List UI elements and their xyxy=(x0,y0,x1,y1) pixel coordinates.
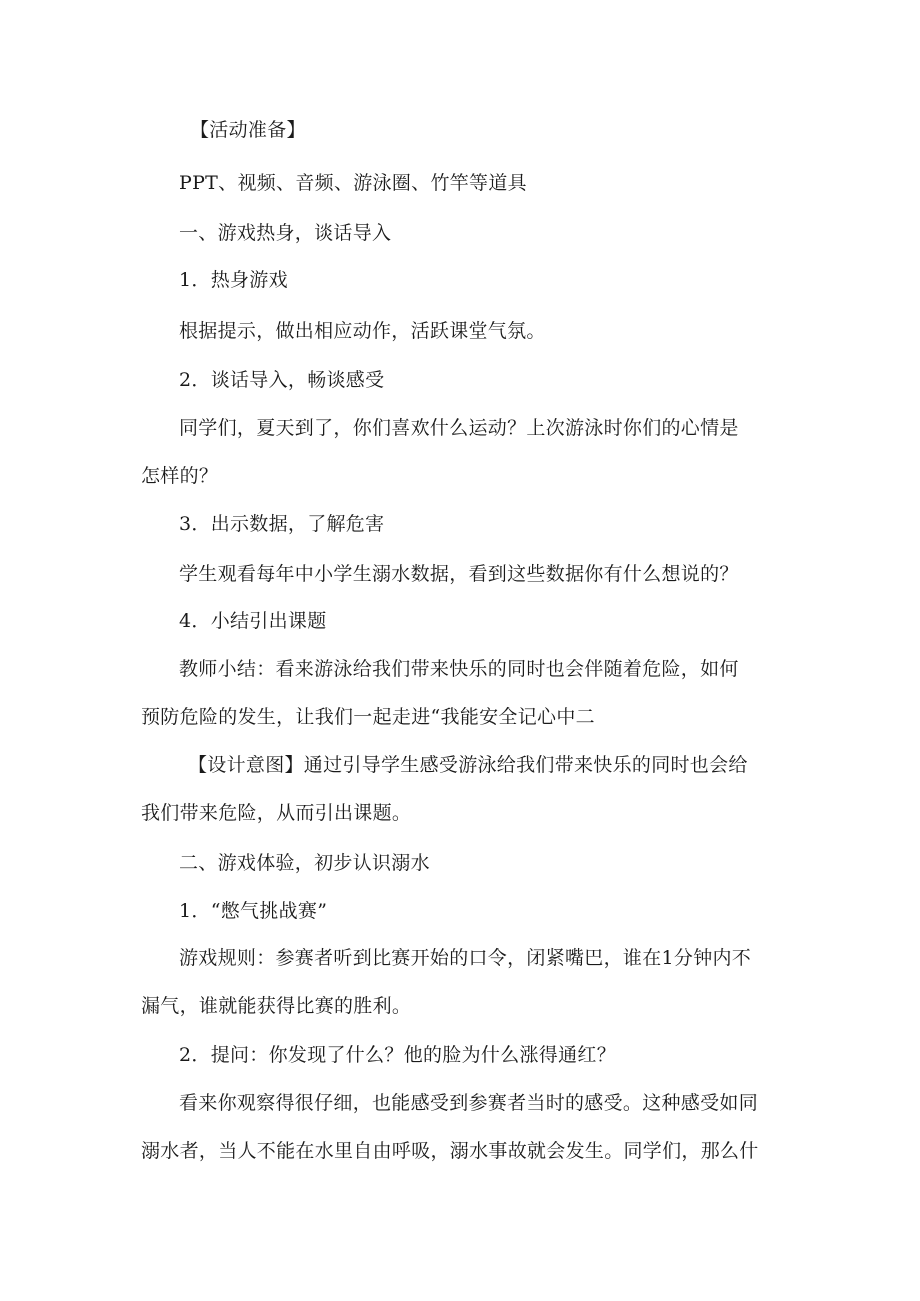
paragraph-design-intent-line1: 【设计意图】通过引导学生感受游泳给我们带来快乐的同时也会给 xyxy=(188,754,748,776)
paragraph-talk-line2: 怎样的？ xyxy=(141,465,219,487)
section-heading-one: 一、游戏热身，谈话导入 xyxy=(179,222,392,244)
paragraph-observe-line1: 看来你观察得很仔细，也能感受到参赛者当时的感受。这种感受如同 xyxy=(179,1092,759,1114)
subheading-1-breath-challenge: 1．“憋气挑战赛” xyxy=(179,900,328,922)
subheading-1-warmup: 1．热身游戏 xyxy=(179,269,288,291)
subheading-2-talk: 2．谈话导入，畅谈感受 xyxy=(179,369,385,391)
paragraph-summary-line2: 预防危险的发生，让我们一起走进“我能安全记心中二 xyxy=(141,706,595,728)
paragraph-design-intent-line2: 我们带来危险，从而引出课题。 xyxy=(141,802,412,824)
paragraph-observe-line2: 溺水者，当人不能在水里自由呼吸，溺水事故就会发生。同学们，那么什 xyxy=(141,1140,759,1162)
subheading-2-question: 2．提问：你发现了什么？他的脸为什么涨得通红？ xyxy=(179,1044,616,1066)
paragraph-data: 学生观看每年中小学生溺水数据，看到这些数据你有什么想说的？ xyxy=(179,563,739,585)
paragraph-materials: PPT、视频、音频、游泳圈、竹竿等道具 xyxy=(179,172,527,194)
paragraph-rules-line1: 游戏规则：参赛者听到比赛开始的口令，闭紧嘴巴，谁在1分钟内不 xyxy=(179,947,752,969)
paragraph-summary-line1: 教师小结：看来游泳给我们带来快乐的同时也会伴随着危险，如何 xyxy=(179,658,739,680)
paragraph-warmup: 根据提示，做出相应动作，活跃课堂气氛。 xyxy=(179,320,546,342)
subheading-4-summary: 4．小结引出课题 xyxy=(179,610,327,632)
section-heading-activity-prep: 【活动准备】 xyxy=(190,119,306,141)
section-heading-two: 二、游戏体验，初步认识溺水 xyxy=(179,852,430,874)
paragraph-rules-line2: 漏气，谁就能获得比赛的胜利。 xyxy=(141,995,412,1017)
paragraph-talk-line1: 同学们，夏天到了，你们喜欢什么运动？上次游泳时你们的心情是 xyxy=(179,417,739,439)
subheading-3-data: 3．出示数据，了解危害 xyxy=(179,513,385,535)
